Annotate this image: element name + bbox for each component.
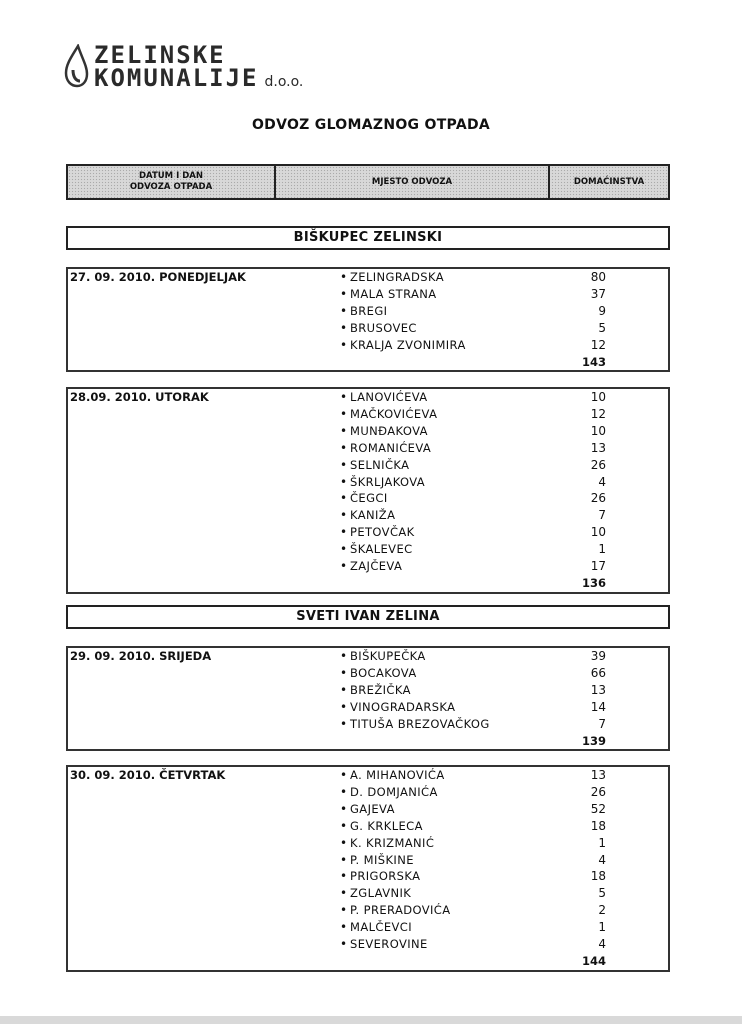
bullet-icon: •: [340, 440, 348, 455]
street-row: [68, 474, 668, 491]
street-row: [68, 868, 668, 885]
household-count: 9: [598, 303, 606, 318]
household-count: 13: [590, 682, 606, 697]
household-count: 39: [590, 649, 606, 663]
street-name: P. MIŠKINE: [350, 852, 414, 867]
street-row: [68, 558, 668, 575]
bullet-icon: •: [340, 474, 348, 489]
street-row: [68, 835, 668, 852]
street-row: [68, 936, 668, 953]
street-row: [68, 919, 668, 936]
street-name: SEVEROVINE: [350, 937, 428, 951]
street-row: [68, 885, 668, 902]
street-name: D. DOMJANIĆA: [350, 784, 438, 799]
street-name: BIŠKUPEČKA: [350, 649, 426, 663]
street-row: [68, 389, 668, 406]
bullet-icon: •: [340, 886, 348, 901]
street-row: [68, 682, 668, 699]
bullet-icon: •: [340, 937, 348, 951]
table-header: [66, 164, 670, 200]
bullet-icon: •: [340, 852, 348, 867]
street-row: [68, 801, 668, 818]
day-date: 30. 09. 2010. ČETVRTAK: [70, 768, 226, 782]
household-count: 80: [590, 270, 606, 284]
bullet-icon: •: [340, 920, 348, 935]
household-count: 17: [590, 559, 606, 573]
household-count: 18: [590, 869, 606, 884]
household-count: 7: [598, 716, 606, 731]
bullet-icon: •: [340, 665, 348, 680]
household-count: 10: [590, 423, 606, 438]
bullet-icon: •: [340, 457, 348, 472]
street-row: [68, 524, 668, 541]
street-row: [68, 457, 668, 474]
street-name: ŠKALEVEC: [350, 542, 413, 557]
street-name: GAJEVA: [350, 801, 395, 816]
bullet-icon: •: [340, 801, 348, 816]
bullet-icon: •: [340, 525, 348, 540]
logo-line-2: KOMUNALIJE: [94, 64, 259, 92]
bullet-icon: •: [340, 649, 348, 663]
household-count: 66: [590, 665, 606, 680]
street-name: BRUSOVEC: [350, 320, 417, 335]
street-name: SELNIČKA: [350, 457, 410, 472]
header-date-line-1: DATUM I DAN: [139, 171, 203, 181]
household-count: 5: [598, 886, 606, 901]
household-count: 2: [598, 903, 606, 918]
header-date: [68, 166, 276, 198]
street-row: [68, 303, 668, 320]
street-name: PETOVČAK: [350, 525, 415, 540]
scan-edge: [0, 1016, 742, 1024]
street-name: P. PRERADOVIĆA: [350, 903, 451, 918]
street-row: [68, 784, 668, 801]
street-name: ŠKRLJAKOVA: [350, 474, 426, 489]
day-date: 29. 09. 2010. SRIJEDA: [70, 649, 212, 663]
bullet-icon: •: [340, 768, 348, 782]
street-name: MALČEVCI: [350, 920, 412, 935]
bullet-icon: •: [340, 320, 348, 335]
bullet-icon: •: [340, 303, 348, 318]
household-count: 18: [590, 818, 606, 833]
bullet-icon: •: [340, 682, 348, 697]
household-count: 4: [598, 474, 606, 489]
bullet-icon: •: [340, 869, 348, 884]
street-row: [68, 699, 668, 716]
bullet-icon: •: [340, 542, 348, 557]
bullet-icon: •: [340, 337, 348, 352]
day-date: 27. 09. 2010. PONEDJELJAK: [70, 270, 246, 284]
street-row: [68, 423, 668, 440]
street-name: TITUŠA BREZOVAČKOG: [350, 716, 490, 731]
street-row: [68, 406, 668, 423]
household-count: 14: [590, 699, 606, 714]
household-count: 7: [598, 508, 606, 523]
street-row: [68, 541, 668, 558]
bullet-icon: •: [340, 270, 348, 284]
street-row: [68, 716, 668, 733]
bullet-icon: •: [340, 491, 348, 506]
street-name: G. KRKLECA: [350, 818, 423, 833]
street-name: KRALJA ZVONIMIRA: [350, 337, 466, 352]
street-row: [68, 902, 668, 919]
bullet-icon: •: [340, 286, 348, 301]
street-name: KANIŽA: [350, 508, 396, 523]
street-name: BOCAKOVA: [350, 665, 417, 680]
bullet-icon: •: [340, 716, 348, 731]
household-count: 1: [598, 920, 606, 935]
region-heading: BIŠKUPEC ZELINSKI: [66, 226, 670, 250]
street-name: PRIGORSKA: [350, 869, 421, 884]
bullet-icon: •: [340, 508, 348, 523]
document-title: ODVOZ GLOMAZNOG OTPADA: [251, 117, 491, 133]
household-count: 37: [590, 286, 606, 301]
street-name: A. MIHANOVIĆA: [350, 768, 445, 782]
household-count: 26: [590, 784, 606, 799]
street-name: MALA STRANA: [350, 286, 437, 301]
day-date: 28.09. 2010. UTORAK: [70, 390, 209, 404]
household-count: 12: [590, 337, 606, 352]
bullet-icon: •: [340, 784, 348, 799]
day-block: [66, 765, 670, 972]
household-total: 136: [581, 575, 606, 590]
household-count: 1: [598, 542, 606, 557]
bullet-icon: •: [340, 699, 348, 714]
household-count: 52: [590, 801, 606, 816]
drop-logo-icon: [62, 44, 90, 90]
header-households: DOMAĆINSTVA: [573, 176, 645, 187]
street-name: ZGLAVNIK: [350, 886, 412, 901]
logo-suffix: d.o.o.: [264, 74, 304, 90]
street-row: [68, 507, 668, 524]
street-row: [68, 320, 668, 337]
bullet-icon: •: [340, 818, 348, 833]
household-total: 144: [581, 953, 606, 968]
street-row: [68, 490, 668, 507]
household-count: 13: [590, 440, 606, 455]
street-row: [68, 337, 668, 354]
household-count: 26: [590, 457, 606, 472]
day-block: [66, 387, 670, 594]
household-total: 143: [581, 354, 606, 369]
street-name: BREGI: [350, 303, 388, 318]
street-row: [68, 440, 668, 457]
bullet-icon: •: [340, 406, 348, 421]
header-date-line-2: ODVOZA OTPADA: [129, 182, 213, 192]
household-count: 13: [590, 768, 606, 782]
household-count: 12: [590, 406, 606, 421]
bullet-icon: •: [340, 390, 348, 404]
street-name: K. KRIZMANIĆ: [350, 835, 435, 850]
street-name: LANOVIĆEVA: [350, 390, 428, 404]
street-name: ZELINGRADSKA: [350, 270, 445, 284]
household-count: 26: [590, 491, 606, 506]
street-row: [68, 818, 668, 835]
household-count: 10: [590, 525, 606, 540]
header-place: MJESTO ODVOZA: [276, 166, 550, 198]
street-name: ROMANIĆEVA: [350, 440, 432, 455]
household-count: 5: [598, 320, 606, 335]
street-row: [68, 269, 668, 286]
street-name: ZAJČEVA: [350, 559, 403, 573]
street-row: [68, 767, 668, 784]
household-count: 4: [598, 852, 606, 867]
bullet-icon: •: [340, 423, 348, 438]
street-row: [68, 648, 668, 665]
bullet-icon: •: [340, 559, 348, 573]
street-row: [68, 286, 668, 303]
day-block: [66, 267, 670, 372]
household-total: 139: [581, 733, 606, 748]
street-row: [68, 665, 668, 682]
bullet-icon: •: [340, 835, 348, 850]
street-name: ČEGCI: [350, 491, 388, 506]
street-name: MAČKOVIĆEVA: [350, 406, 438, 421]
household-count: 1: [598, 835, 606, 850]
street-row: [68, 852, 668, 869]
street-name: BREŽIČKA: [350, 682, 411, 697]
street-name: VINOGRADARSKA: [350, 699, 456, 714]
company-logo: [62, 41, 304, 94]
street-name: MUNĐAKOVA: [350, 423, 428, 438]
region-heading: SVETI IVAN ZELINA: [66, 605, 670, 629]
day-block: [66, 646, 670, 751]
bullet-icon: •: [340, 903, 348, 918]
household-count: 4: [598, 937, 606, 951]
logo-line-1: ZELINSKE: [94, 41, 226, 69]
household-count: 10: [590, 390, 606, 404]
